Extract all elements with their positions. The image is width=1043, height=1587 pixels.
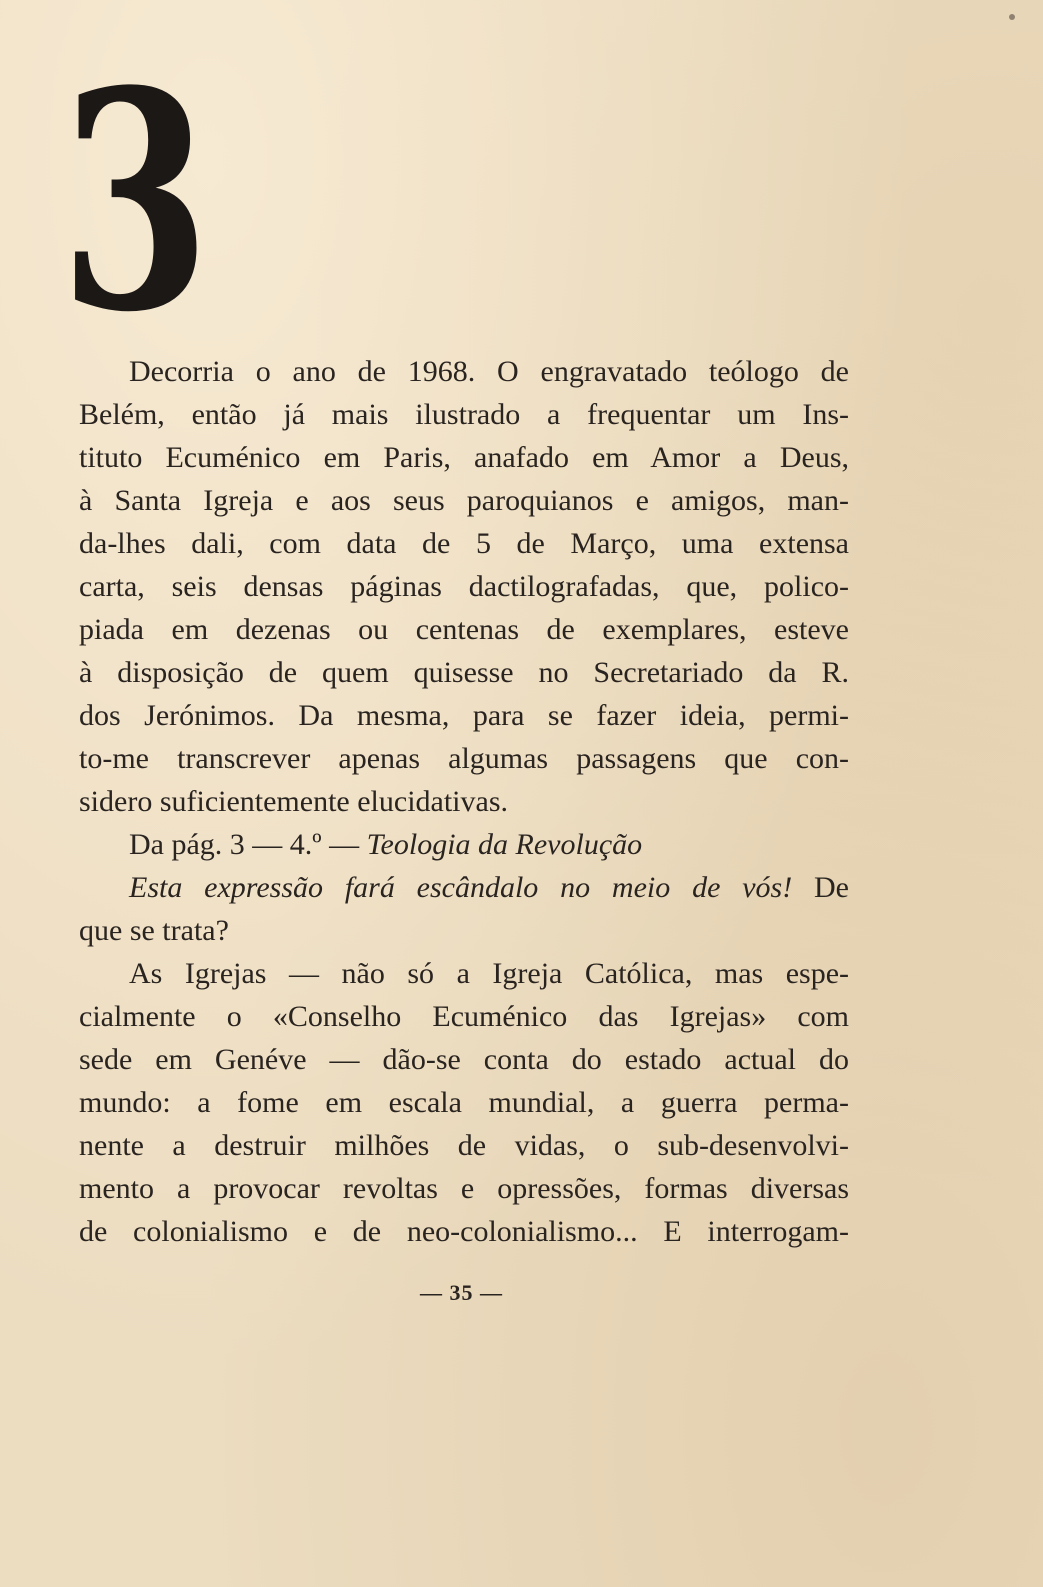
text-line: de colonialismo e de neo-colonialismo... E interrogam- (79, 1215, 849, 1248)
body-text (79, 350, 849, 1253)
reference-line (79, 823, 849, 866)
quote-after: De (792, 871, 849, 904)
text-line: sede em Genéve — dão-se conta do estado actual do (79, 1043, 849, 1076)
text-line: à disposição de quem quisesse no Secretariado da R. (79, 656, 849, 689)
text-line: As Igrejas — não só a Igreja Católica, mas espe- (129, 957, 849, 990)
text-line: tituto Ecuménico em Paris, anafado em Amor a Deus, (79, 441, 849, 474)
text-line: Decorria o ano de 1968. O engravatado teólogo de (129, 355, 849, 388)
text-line: mento a provocar revoltas e opressões, formas diversas (79, 1172, 849, 1205)
reference-prefix: Da pág. 3 — 4.º — (129, 828, 367, 861)
text-line: que se trata? (79, 914, 229, 947)
text-line: à Santa Igreja e aos seus paroquianos e amigos, man- (79, 484, 849, 517)
text-line: cialmente o «Conselho Ecuménico das Igrejas» com (79, 1000, 849, 1033)
text-line: da-lhes dali, com data de 5 de Março, uma extensa (79, 527, 849, 560)
quote-line (79, 866, 849, 909)
text-line: mundo: a fome em escala mundial, a guerra perma- (79, 1086, 849, 1119)
text-line: sidero suficientemente elucidativas. (79, 785, 509, 818)
text-line: dos Jerónimos. Da mesma, para se fazer ideia, permi- (79, 699, 849, 732)
chapter-number: 3 (60, 25, 211, 378)
text-line: to-me transcrever apenas algumas passagens que con- (79, 742, 849, 775)
page-number: — 35 — (420, 1280, 503, 1305)
text-line: nente a destruir milhões de vidas, o sub-desenvolvi- (79, 1129, 849, 1162)
text-line: carta, seis densas páginas dactilografadas, que, polico- (79, 570, 849, 603)
reference-title: Teologia da Revolução (366, 828, 643, 861)
paper-speck (1009, 14, 1015, 20)
quote-italic: Esta expressão fará escândalo no meio de vós! (129, 871, 793, 904)
text-line: piada em dezenas ou centenas de exemplares, esteve (79, 613, 849, 646)
text-line: Belém, então já mais ilustrado a frequentar um Ins- (79, 398, 849, 431)
